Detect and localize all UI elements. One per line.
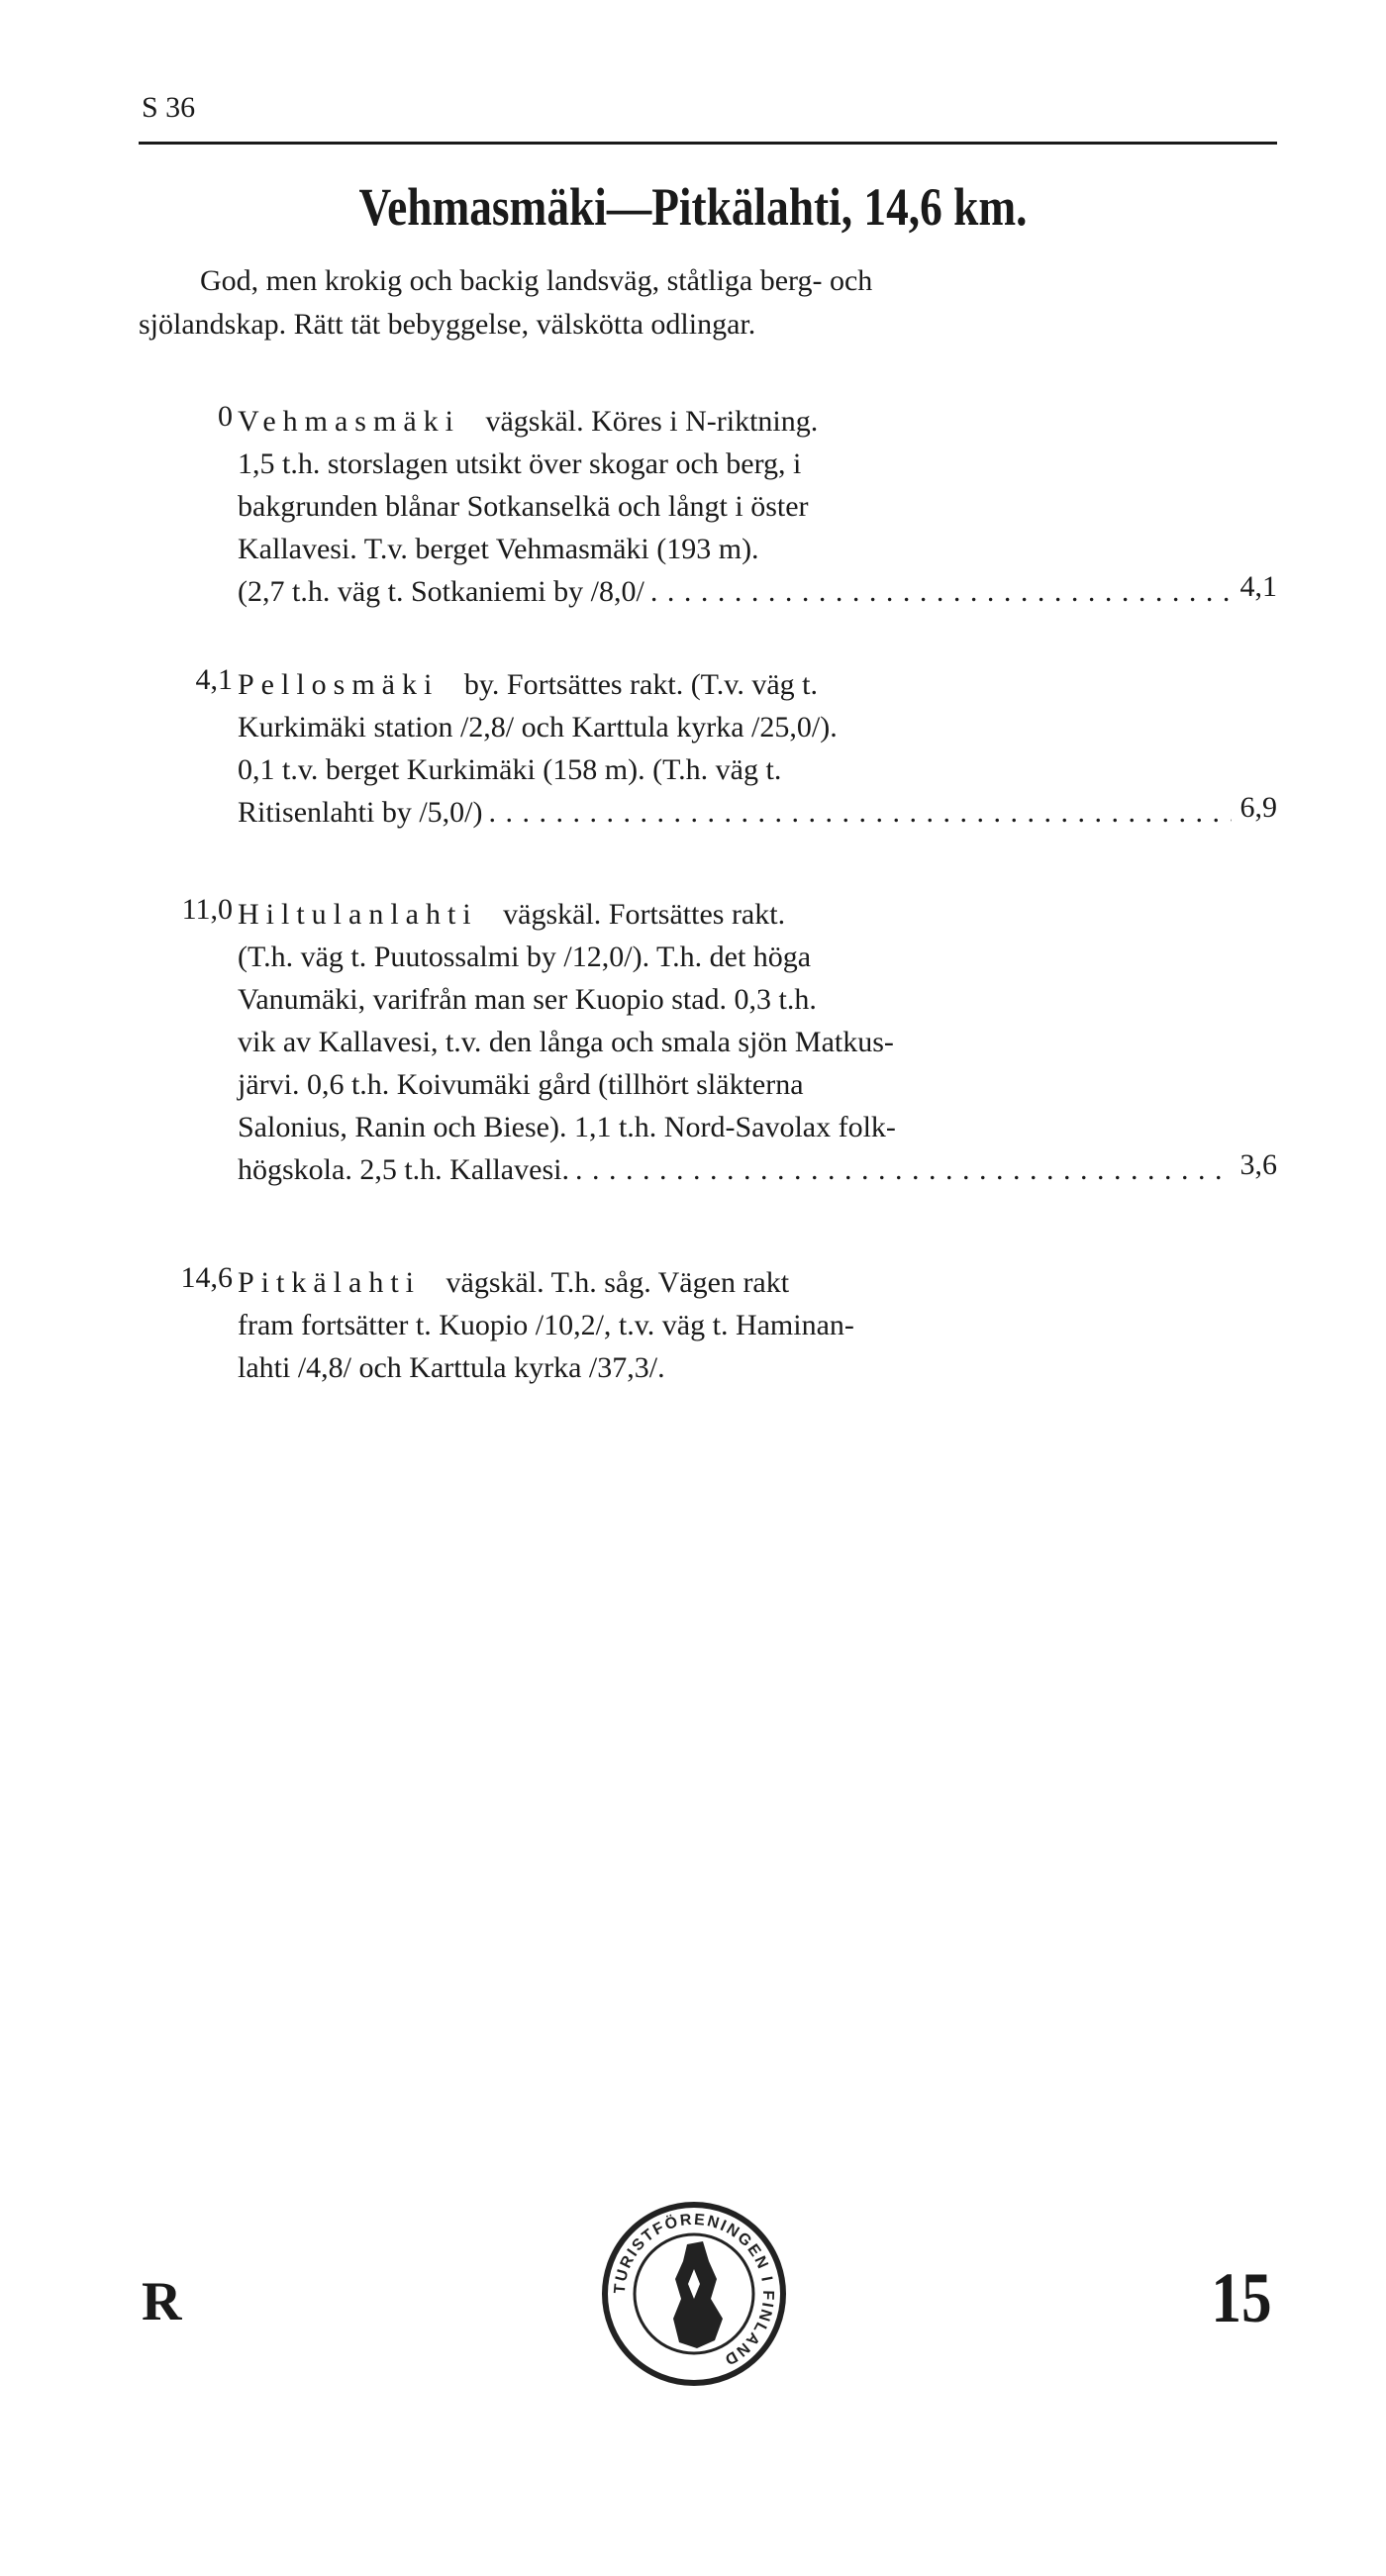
route-entry-pellosmaki	[139, 663, 1277, 842]
entry-line: Ritisenlahti by /5,0/)	[238, 796, 483, 829]
entry-place: Pellosmäki	[238, 668, 440, 701]
header-rule	[139, 142, 1277, 145]
entry-line: lahti /4,8/ och Karttula kyrka /37,3/.	[238, 1351, 665, 1384]
entry-text	[238, 893, 1238, 1191]
route-entry-hiltulanlahti	[139, 893, 1277, 1200]
entry-line: Kallavesi. T.v. berget Vehmasmäki (193 m).	[238, 533, 759, 565]
entry-line: Vanumäki, varifrån man ser Kuopio stad. 0,3 t.h.	[238, 983, 817, 1016]
entry-distance: 3,6	[1239, 1148, 1277, 1181]
entry-km: 0	[218, 400, 233, 433]
entry-km: 14,6	[180, 1261, 233, 1294]
dot-leader	[489, 791, 1233, 834]
dot-leader	[575, 1148, 1232, 1191]
entry-line: 0,1 t.v. berget Kurkimäki (158 m). (T.h. väg t.	[238, 753, 782, 786]
entry-line: vik av Kallavesi, t.v. den långa och smala sjön Matkus-	[238, 1026, 894, 1058]
entry-line: vägskäl. Fortsättes rakt.	[503, 898, 786, 931]
entry-text	[238, 663, 1238, 834]
entry-line: vägskäl. T.h. såg. Vägen rakt	[446, 1266, 790, 1299]
entry-km: 4,1	[195, 663, 233, 696]
entry-place: Hiltulanlahti	[238, 898, 478, 931]
entry-line: fram fortsätter t. Kuopio /10,2/, t.v. väg t. Haminan-	[238, 1309, 854, 1341]
entry-line: (2,7 t.h. väg t. Sotkaniemi by /8,0/	[238, 575, 644, 608]
emblem-text: TURISTFÖRENINGEN I FINLAND	[611, 2211, 777, 2369]
entry-text	[238, 1261, 1238, 1389]
entry-line: by. Fortsättes rakt. (T.v. väg t.	[463, 668, 818, 701]
tourist-association-emblem-icon	[600, 2200, 788, 2388]
route-description	[139, 259, 1277, 347]
entry-place: Pitkälahti	[238, 1266, 421, 1299]
entry-line: järvi. 0,6 t.h. Koivumäki gård (tillhört släkterna	[238, 1068, 804, 1101]
entry-line: Kurkimäki station /2,8/ och Karttula kyrka /25,0/).	[238, 711, 838, 743]
entry-distance: 6,9	[1239, 791, 1277, 824]
entry-line: (T.h. väg t. Puutossalmi by /12,0/). T.h. det höga	[238, 941, 812, 973]
dot-leader	[650, 570, 1232, 613]
entry-line: 1,5 t.h. storslagen utsikt över skogar och berg, i	[238, 447, 802, 480]
page-number: 15	[1211, 2258, 1272, 2337]
entry-line: vägskäl. Köres i N-riktning.	[485, 405, 819, 438]
footer-mark: R	[142, 2271, 182, 2332]
entry-km: 11,0	[181, 893, 233, 926]
route-entry-vehmasmaki	[139, 400, 1277, 628]
route-entry-pitkalahti	[139, 1261, 1277, 1400]
entry-line: bakgrunden blånar Sotkanselkä och långt i öster	[238, 490, 809, 523]
intro-line-2: sjölandskap. Rätt tät bebyggelse, välskötta odlingar.	[139, 308, 756, 341]
entry-text	[238, 400, 1238, 613]
page-label: S 36	[142, 91, 196, 124]
intro-line-1: God, men krokig och backig landsväg, ståtliga berg- och	[200, 264, 873, 297]
entry-line: högskola. 2,5 t.h. Kallavesi.	[238, 1153, 569, 1186]
entry-distance: 4,1	[1239, 570, 1277, 603]
entry-line: Salonius, Ranin och Biese). 1,1 t.h. Nord-Savolax folk-	[238, 1111, 896, 1143]
entry-place: Vehmasmäki	[238, 405, 460, 438]
route-title: Vehmasmäki—Pitkälahti, 14,6 km.	[358, 177, 1028, 237]
